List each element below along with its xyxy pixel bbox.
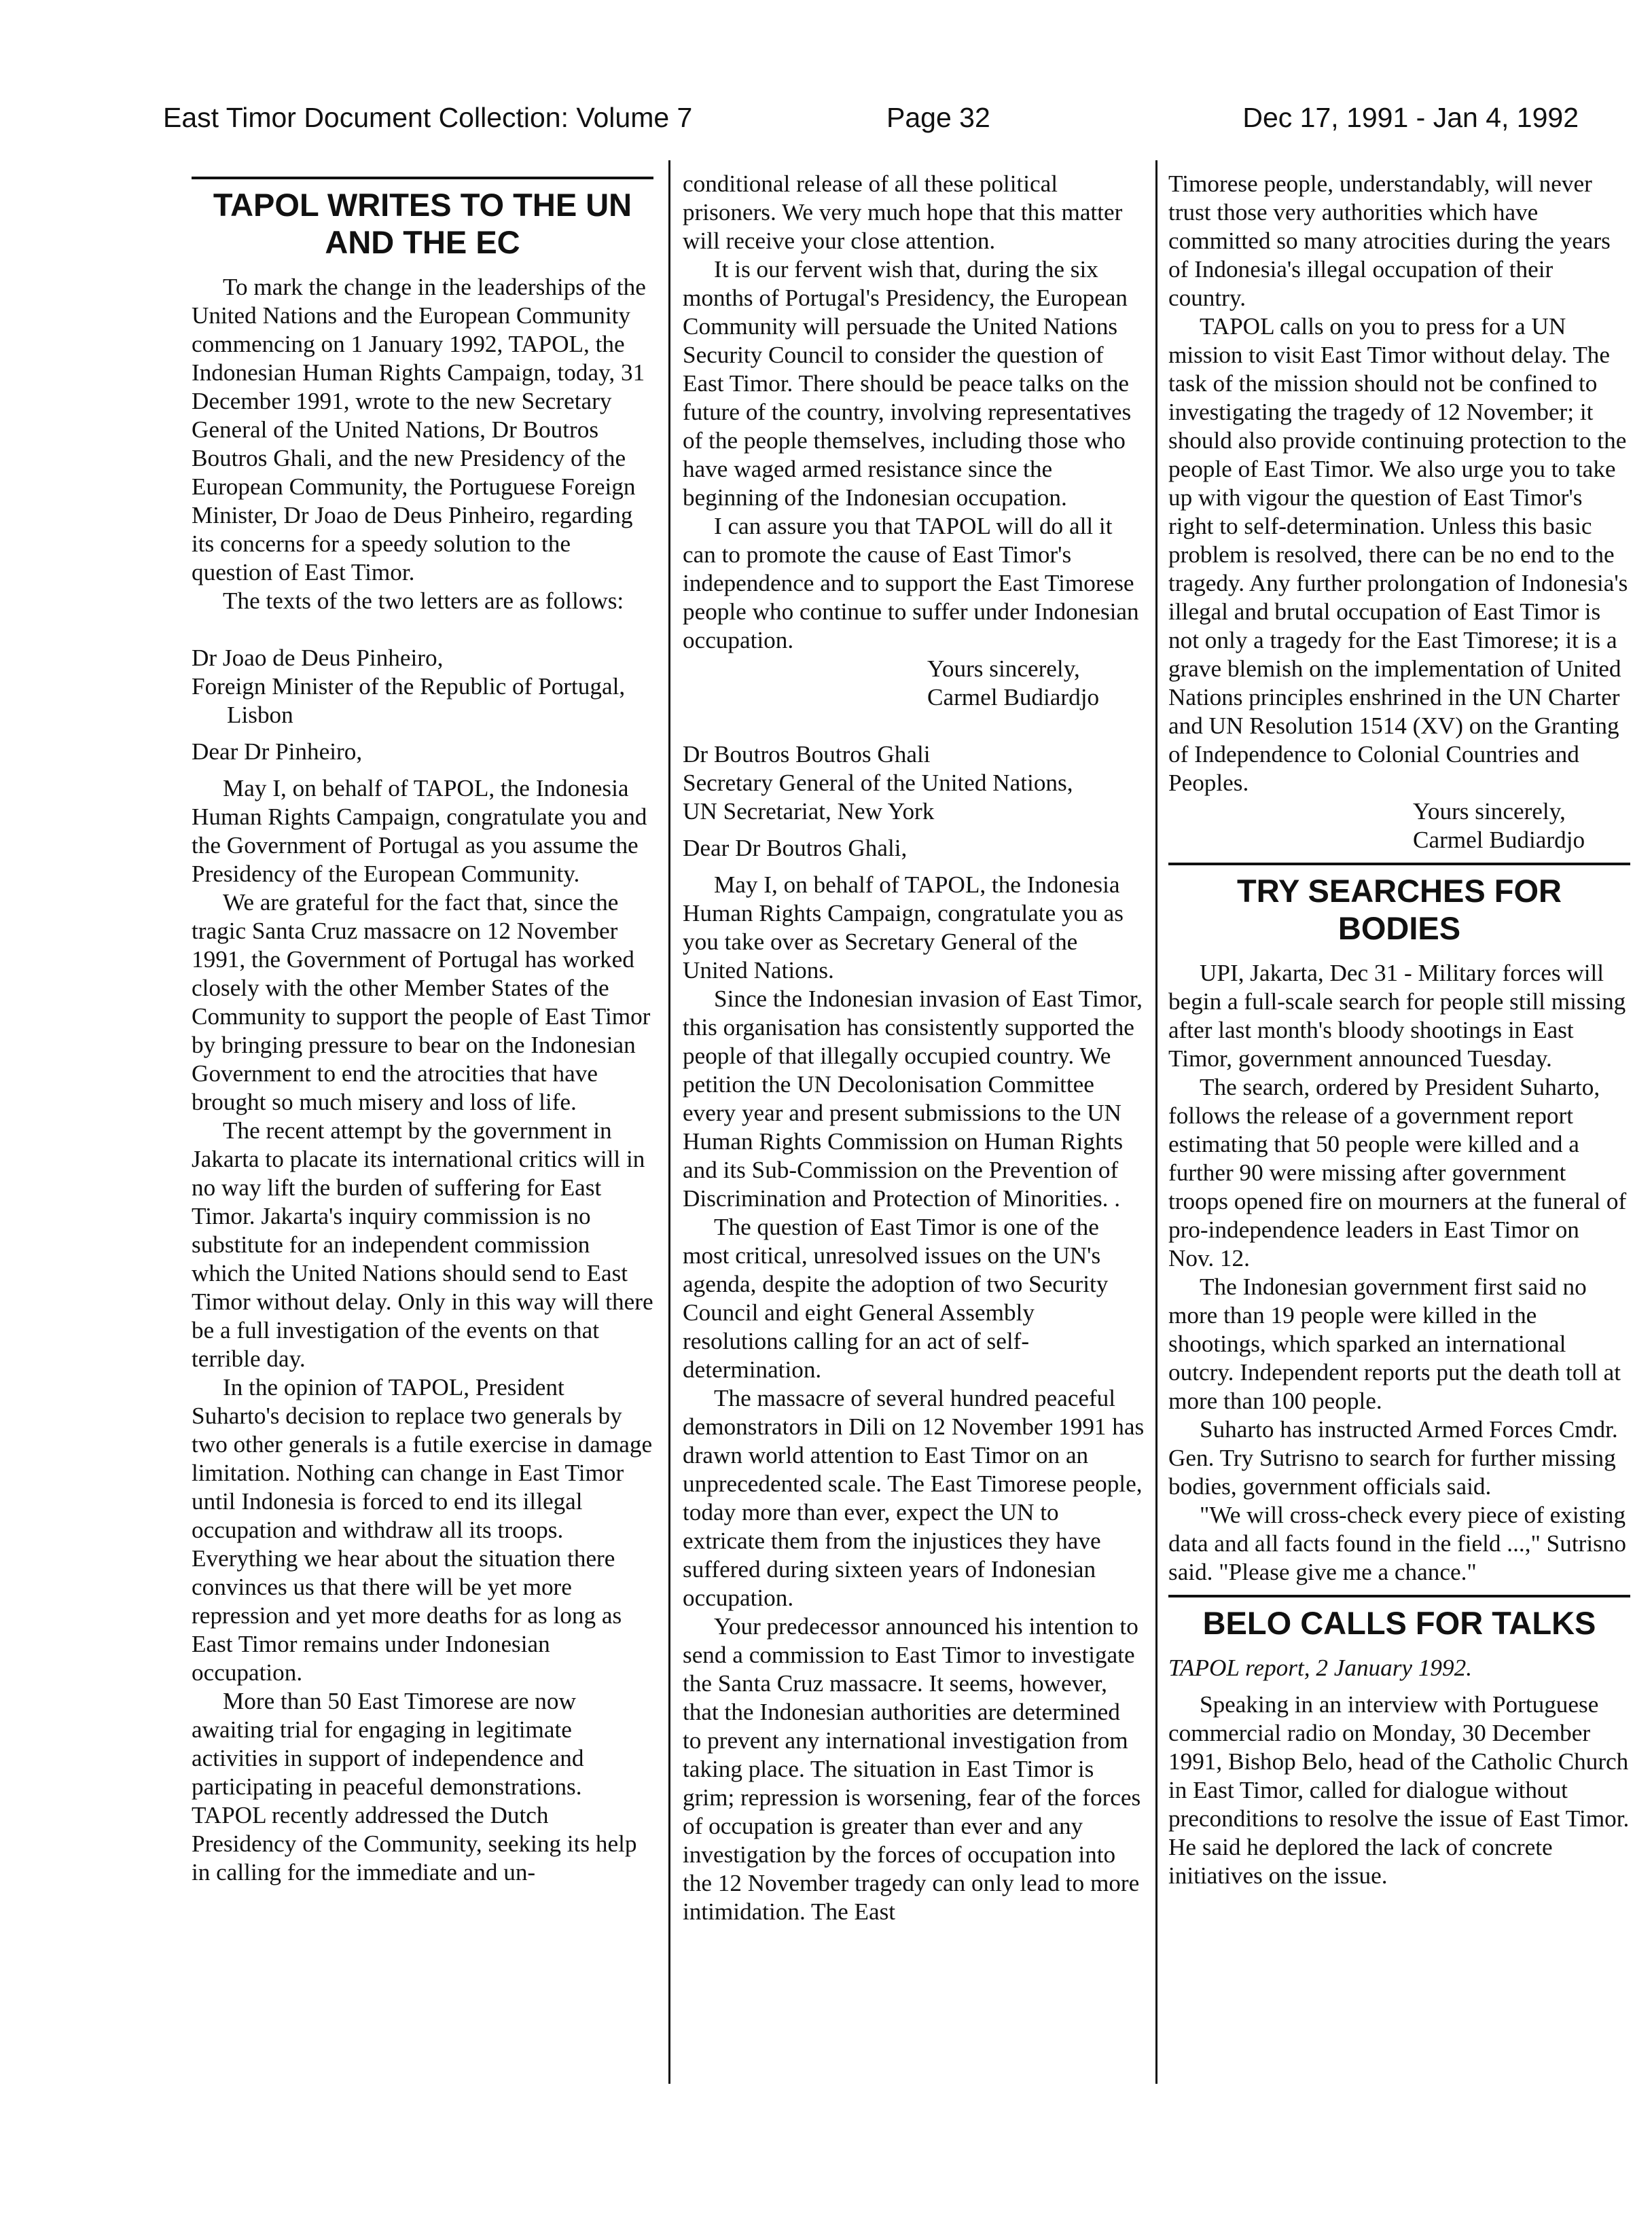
page-number: Page 32 xyxy=(886,102,990,133)
signature: Carmel Budiardjo xyxy=(1413,827,1585,853)
signature: Carmel Budiardjo xyxy=(927,684,1100,710)
section-rule xyxy=(1168,863,1630,865)
column-divider xyxy=(1155,160,1157,2084)
paragraph: "We will cross-check every piece of existing data and all facts found in the field ...," Sutrisno said. "Please give me a chance." xyxy=(1168,1502,1626,1585)
section-rule xyxy=(1168,1595,1630,1597)
closing: Yours sincerely, xyxy=(927,655,1080,682)
paragraph: We are grateful for the fact that, since the tragic Santa Cruz massacre on 12 November 1991, the Government of Portugal has worked closely with the other Member States of the Community to support the people of East Timor by bringing pressure to bear on the Indonesian Government to end the atrocities that have brought so much misery and loss of life. xyxy=(192,889,651,1115)
headline-line: BODIES xyxy=(1337,910,1461,946)
section-rule xyxy=(192,177,653,179)
column-divider xyxy=(668,160,670,2084)
paragraph: Suharto has instructed Armed Forces Cmdr. Gen. Try Sutrisno to search for further missing bodies, government officials said. xyxy=(1168,1416,1618,1500)
paragraph: UPI, Jakarta, Dec 31 - Military forces will begin a full-scale search for people still missing after last month's bloody shootings in East Timor, government announced Tuesday. xyxy=(1168,960,1626,1072)
article-headline xyxy=(192,186,653,261)
paragraph: TAPOL calls on you to press for a UN mission to visit East Timor without delay. The task of the mission should not be confined to investigating the tragedy of 12 November; it should also provide continuing protection to the people of East Timor. We also urge you to take up with vigour the question of East Timor's right to self-determination. Unless this basic problem is resolved, there can be no end to the tragedy. Any further prolongation of Indonesia's illegal and brutal occupation of East Timor is not only a tragedy for the East Timorese; it is a grave blemish on the implementation of United Nations principles enshrined in the UN Charter and UN Resolution 1514 (XV) on the Granting of Independence to Colonial Countries and Peoples. xyxy=(1168,313,1628,796)
addressee: Dr Joao de Deus Pinheiro, xyxy=(192,645,444,671)
headline-line: TRY SEARCHES FOR xyxy=(1237,873,1562,909)
headline-line: BELO CALLS FOR TALKS xyxy=(1202,1605,1596,1641)
paragraph: More than 50 East Timorese are now awaiting trial for engaging in legitimate activities in support of independence and participating in peaceful demonstrations. TAPOL recently addressed the Dutch Presidency of the Community, seeking its help in calling for the immediate and un- xyxy=(192,1688,637,1885)
addressee-title: Secretary General of the United Nations, xyxy=(683,770,1073,796)
paragraph: The recent attempt by the government in Jakarta to placate its international critics will in no way lift the burden of suffering for East Timor. Jakarta's inquiry commission is no substitute for an independent commission which the United Nations should send to East Timor without delay. Only in this way will there be a full investigation of the events on that terrible day. xyxy=(192,1117,653,1372)
paragraph: The texts of the two letters are as follows: xyxy=(223,588,624,614)
headline-line: TAPOL WRITES TO THE UN xyxy=(213,187,632,223)
paragraph: conditional release of all these political prisoners. We very much hope that this matter will receive your close attention. xyxy=(683,170,1123,254)
column-1 xyxy=(192,177,653,1887)
paragraph: Speaking in an interview with Portuguese commercial radio on Monday, 30 December 1991, Bishop Belo, head of the Catholic Church in East Timor, called for dialogue without preconditions to resolve the issue of East Timor. He said he deplored the lack of concrete initiatives on the issue. xyxy=(1168,1691,1630,1889)
headline-line: AND THE EC xyxy=(325,224,520,260)
source-line: TAPOL report, 2 January 1992. xyxy=(1168,1655,1473,1681)
article-headline xyxy=(1168,872,1630,947)
addressee-title: Foreign Minister of the Republic of Portugal, Lisbon xyxy=(192,673,626,728)
paragraph: Your predecessor announced his intention to send a commission to East Timor to investigate the Santa Cruz massacre. It seems, however, that the Indonesian authorities are determined to prevent any international investigation from taking place. The situation in East Timor is grim; repression is worsening, fear of the forces of occupation is greater than ever and any investigation by the forces of occupation into the 12 November tragedy can only lead to more intimidation. The East xyxy=(683,1613,1141,1925)
paragraph: The massacre of several hundred peaceful demonstrators in Dili on 12 November 1991 has drawn world attention to East Timor on an unprecedented scale. The East Timorese people, today more than ever, expect the UN to extricate them from the injustices they have suffered during sixteen years of Indonesian occupation. xyxy=(683,1385,1145,1611)
collection-title: East Timor Document Collection: Volume 7 xyxy=(163,102,693,133)
closing: Yours sincerely, xyxy=(1413,798,1566,825)
salutation: Dear Dr Boutros Ghali, xyxy=(683,835,908,861)
paragraph: May I, on behalf of TAPOL, the Indonesia Human Rights Campaign, congratulate you as you take over as Secretary General of the United Nations. xyxy=(683,871,1124,983)
paragraph: The search, ordered by President Suharto, follows the release of a government report estimating that 50 people were killed and a further 90 were missing after government troops opened fire on mourners at the funeral of pro-independence leaders in East Timor on Nov. 12. xyxy=(1168,1074,1627,1271)
addressee-place: UN Secretariat, New York xyxy=(683,798,935,825)
column-2 xyxy=(683,170,1145,1926)
addressee: Dr Boutros Boutros Ghali xyxy=(683,741,931,768)
column-3 xyxy=(1168,170,1630,1890)
paragraph: May I, on behalf of TAPOL, the Indonesia Human Rights Campaign, congratulate you and the Government of Portugal as you assume the Presidency of the European Community. xyxy=(192,775,647,887)
article-headline xyxy=(1168,1604,1630,1642)
date-range: Dec 17, 1991 - Jan 4, 1992 xyxy=(1242,102,1579,133)
paragraph: To mark the change in the leaderships of the United Nations and the European Community commencing on 1 January 1992, TAPOL, the Indonesian Human Rights Campaign, today, 31 December 1991, wrote to the new Secretary General of the United Nations, Dr Boutros Boutros Ghali, and the new Presidency of the European Community, the Portuguese Foreign Minister, Dr Joao de Deus Pinheiro, regarding its concerns for a speedy solution to the question of East Timor. xyxy=(192,274,646,585)
paragraph: I can assure you that TAPOL will do all it can to promote the cause of East Timor's independence and to support the East Timorese people who continue to suffer under Indonesian occupation. xyxy=(683,513,1139,653)
salutation: Dear Dr Pinheiro, xyxy=(192,738,363,765)
paragraph: It is our fervent wish that, during the six months of Portugal's Presidency, the European Community will persuade the United Nations Security Council to consider the question of East Timor. There should be peace talks on the future of the country, involving representatives of the people themselves, including those who have waged armed resistance since the beginning of the Indonesian occupation. xyxy=(683,256,1132,511)
paragraph: Timorese people, understandably, will never trust those very authorities which have committed so many atrocities during the years of Indonesia's illegal occupation of their country. xyxy=(1168,170,1611,311)
paragraph: In the opinion of TAPOL, President Suharto's decision to replace two generals by two other generals is a futile exercise in damage limitation. Nothing can change in East Timor until Indonesia is forced to end its illegal occupation and withdraw all its troops. Everything we hear about the situation there convinces us that there will be yet more repression and yet more deaths for as long as East Timor remains under Indonesian occupation. xyxy=(192,1374,653,1686)
paragraph: The Indonesian government first said no more than 19 people were killed in the shootings, which sparked an international outcry. Independent reports put the death toll at more than 100 people. xyxy=(1168,1274,1621,1414)
paragraph: The question of East Timor is one of the most critical, unresolved issues on the UN's agenda, despite the adoption of two Security Council and eight General Assembly resolutions calling for an act of self-determination. xyxy=(683,1214,1109,1383)
paragraph: Since the Indonesian invasion of East Timor, this organisation has consistently supported the people of that illegally occupied country. We petition the UN Decolonisation Committee every year and present submissions to the UN Human Rights Commission on Human Rights and its Sub-Commission on the Prevention of Discrimination and Protection of Minorities. . xyxy=(683,986,1143,1212)
